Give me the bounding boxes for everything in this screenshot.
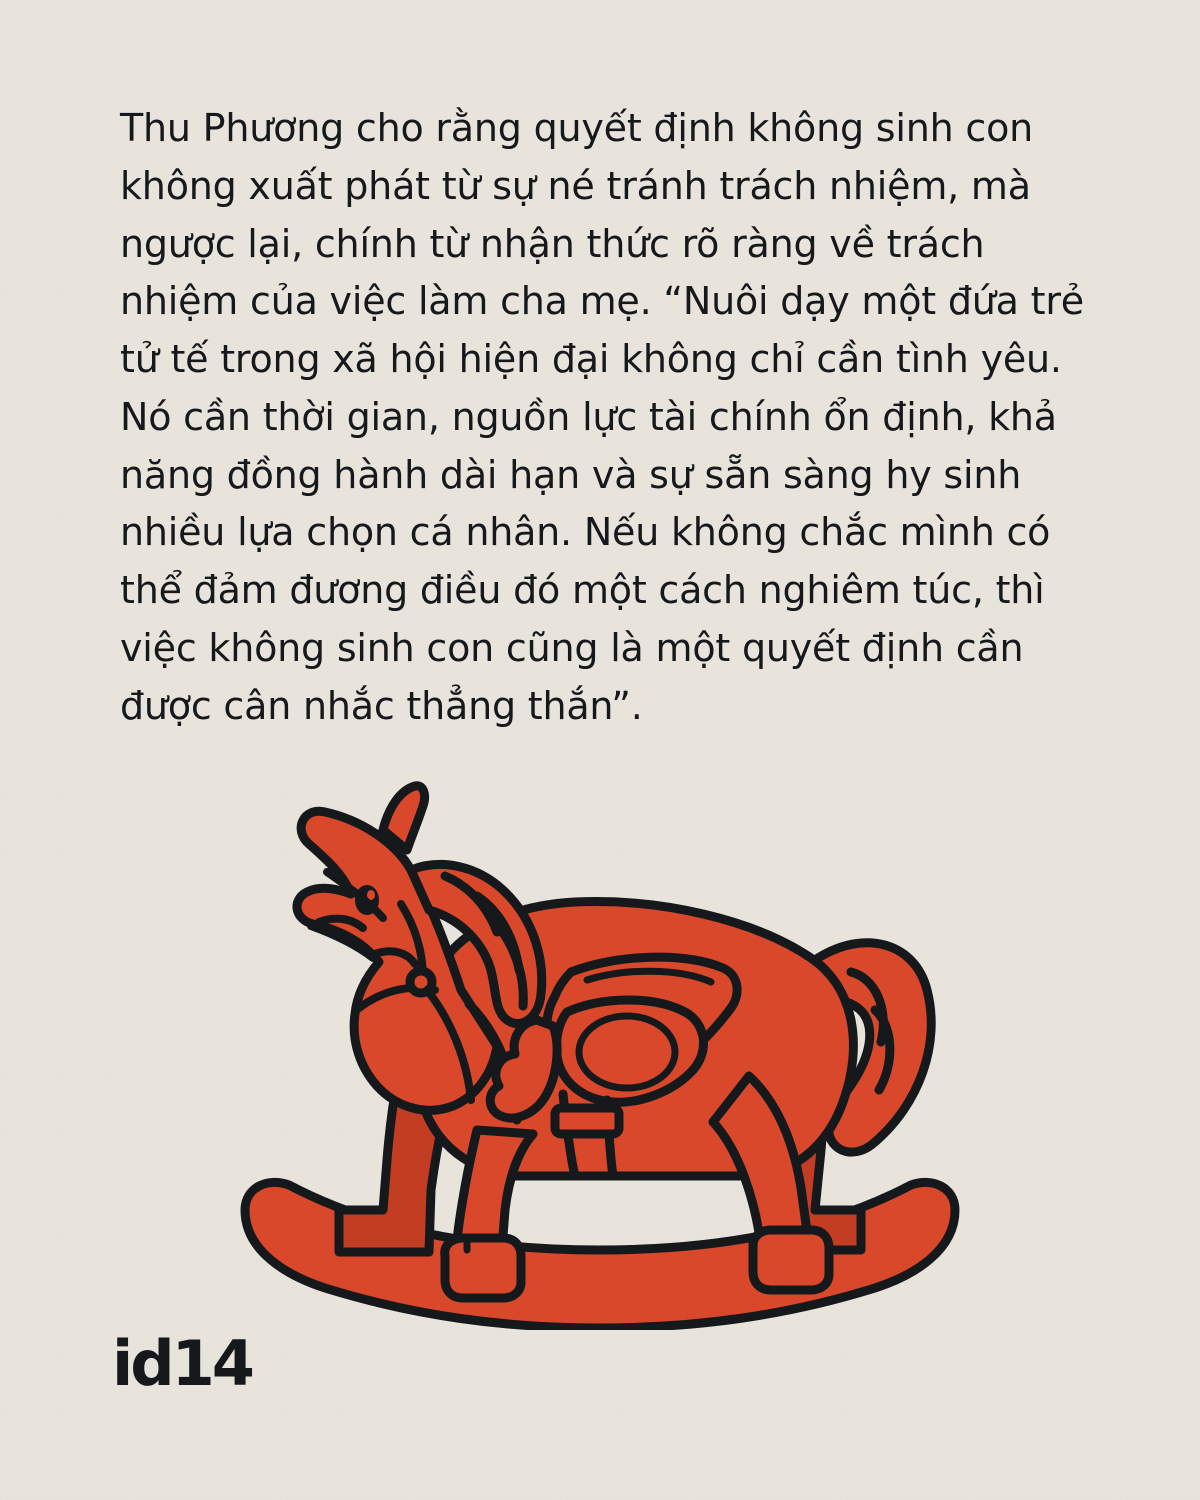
quote-text: Thu Phương cho rằng quyết định không sinh con không xuất phát từ sự né tránh trách nhiệm, mà ngược lại, chính từ nhận thức rõ ràng về trách nhiệm của việc làm cha mẹ. “Nuôi dạy một đứa trẻ tử tế trong xã hội hiện đại không chỉ cần tình yêu. Nó cần thời gian, nguồn lực tài chính ổn định, khả năng đồng hành dài hạn và sự sẵn sàng hy sinh nhiều lựa chọn cá nhân. Nếu không chắc mình có thể đảm đương điều đó một cách nghiêm túc, thì việc không sinh con cũng là một quyết định cần được cân nhắc thẳng thắn”.: [120, 106, 1096, 728]
rocking-horse-illustration: [215, 690, 985, 1330]
quote-block: [120, 100, 1100, 735]
logo-text: id14: [112, 1327, 252, 1400]
id14-logo: [112, 1327, 252, 1400]
